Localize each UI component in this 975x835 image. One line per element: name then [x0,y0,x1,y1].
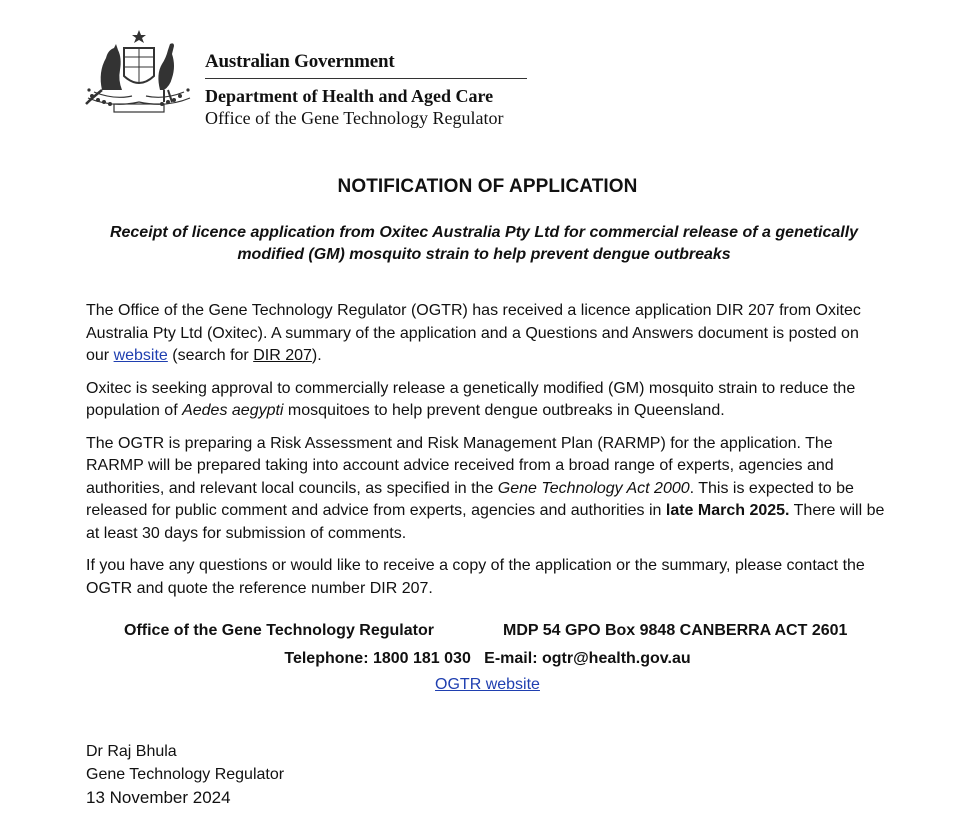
paragraph-1 [86,300,886,368]
contact-phone-email: Telephone: 1800 181 030 E-mail: ogtr@health.gov.au [284,650,691,667]
website-link[interactable]: website [113,347,168,364]
paragraph-3-text-a: The OGTR is preparing a Risk Assessment and Risk Management Plan (RARMP) for the application. The RARMP will be prepared taking into account advice received from a broad range of experts, agencies and authorities, and relevant local councils, as specified in the [86,434,834,497]
notice-date: 13 November 2024 [86,788,231,807]
paragraph-3-text-c: There will be at least 30 days for submission of comments. [86,502,885,542]
office-name: Office of the Gene Technology Regulator [205,108,504,128]
page-title: NOTIFICATION OF APPLICATION [337,176,638,197]
header-divider [205,78,527,79]
paragraph-1-text-b: (search for [167,347,254,364]
release-date: late March 2025. [665,502,790,519]
dir-reference: DIR 207 [253,347,312,364]
paragraph-2-text-a: Oxitec is seeking approval to commercially release a genetically modified (GM) mosquito strain to reduce the population of [86,379,856,419]
signatory-role: Gene Technology Regulator [86,766,285,783]
paragraph-2 [86,378,886,423]
notice-body [86,300,886,610]
signatory-name: Dr Raj Bhula [86,743,177,760]
contact-block [0,622,975,694]
act-name: Gene Technology Act 2000 [497,479,690,497]
species-name: Aedes aegypti [182,402,284,419]
paragraph-1-text-c: ). [311,347,322,364]
coat-of-arms-icon [84,28,194,114]
contact-office: Office of the Gene Technology Regulator [124,622,434,639]
paragraph-1-text-a: The Office of the Gene Technology Regulator (OGTR) has received a licence application DIR 207 from Oxitec Australia Pty Ltd (Oxitec). A summary of the application and a Questions and Answers document is posted on our [86,302,861,364]
page-subtitle: Receipt of licence application from Oxitec Australia Pty Ltd for commercial release of a genetically modified (GM) mosquito strain to help prevent dengue outbreaks [109,224,859,263]
ogtr-website-link[interactable]: OGTR website [435,676,540,693]
agency-block [205,50,527,129]
paragraph-4: If you have any questions or would like to receive a copy of the application or the summary, please contact the OGTR and quote the reference number DIR 207. [86,557,865,597]
signature-block [86,740,284,809]
department-name: Department of Health and Aged Care [205,86,494,106]
contact-address: MDP 54 GPO Box 9848 CANBERRA ACT 2601 [503,622,848,639]
paragraph-3 [86,433,886,546]
government-title: Australian Government [205,51,395,72]
paragraph-2-text-b: mosquitoes to help prevent dengue outbreaks in Queensland. [283,402,725,419]
paragraph-3-text-b: . This is expected to be released for public comment and advice from experts, agencies and authorities in [86,479,854,519]
